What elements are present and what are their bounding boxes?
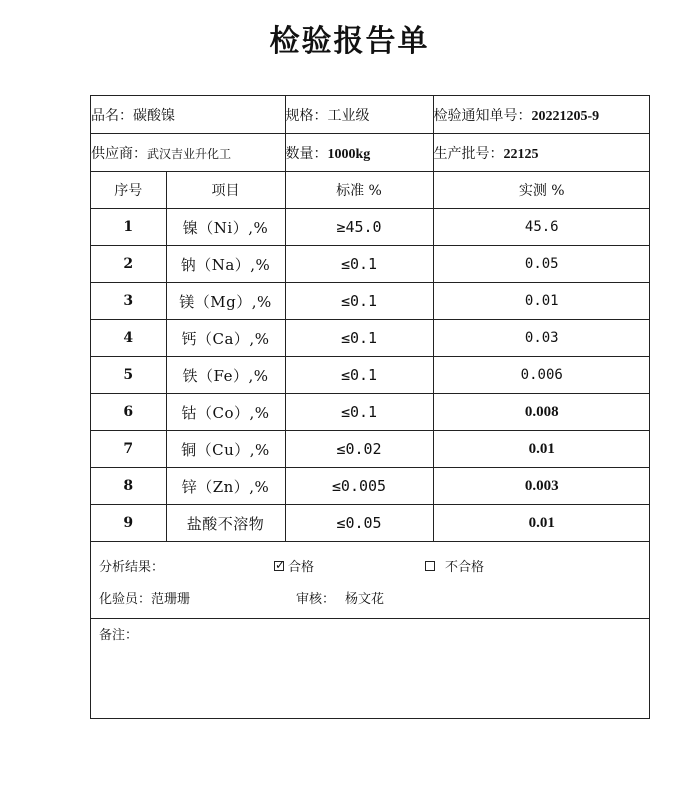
row-measured: 0.03 <box>433 320 650 357</box>
table-row <box>91 357 650 394</box>
row-no: 4 <box>91 320 166 357</box>
fail-option[interactable] <box>425 556 484 575</box>
table-row <box>91 283 650 320</box>
qty-label: 数量： <box>285 145 328 162</box>
row-standard: ≤0.1 <box>285 320 433 357</box>
analysis-result-section <box>91 544 649 619</box>
chemist-label: 化验员： <box>99 592 152 607</box>
pass-label: 合格 <box>288 560 315 575</box>
pass-option[interactable] <box>274 556 314 575</box>
spec-value: 工业级 <box>327 107 370 124</box>
batch-cell <box>433 134 650 172</box>
checkmark-icon: ✓ <box>275 557 286 572</box>
row-item: 钠（Na）,% <box>166 246 285 283</box>
row-item: 镍（Ni）,% <box>166 209 285 246</box>
batch-label: 生产批号： <box>433 145 504 162</box>
report-table <box>91 96 650 542</box>
notice-cell <box>433 96 650 134</box>
table-row <box>91 505 650 542</box>
reviewer-label: 审核： <box>296 592 336 607</box>
chemist-field <box>99 588 190 607</box>
row-measured: 45.6 <box>433 209 650 246</box>
spec-label: 规格： <box>285 107 328 124</box>
row-standard: ≤0.1 <box>285 283 433 320</box>
qty-value: 1000kg <box>327 146 371 162</box>
row-no: 1 <box>91 209 166 246</box>
row-standard: ≤0.1 <box>285 394 433 431</box>
product-label: 品名： <box>91 107 133 124</box>
spec-cell <box>285 96 433 134</box>
result-label: 分析结果： <box>99 560 165 575</box>
table-row <box>91 394 650 431</box>
row-standard: ≤0.1 <box>285 246 433 283</box>
row-measured: 0.05 <box>433 246 650 283</box>
row-no: 3 <box>91 283 166 320</box>
info-row-1 <box>91 96 650 134</box>
row-no: 5 <box>91 357 166 394</box>
table-row <box>91 209 650 246</box>
pass-checkbox[interactable] <box>274 557 286 572</box>
product-value: 碳酸镍 <box>133 107 175 124</box>
row-measured: 0.006 <box>433 357 650 394</box>
row-no: 7 <box>91 431 166 468</box>
reviewer-name: 杨文花 <box>345 592 385 607</box>
fail-label: 不合格 <box>445 560 485 575</box>
supplier-label: 供应商： <box>91 145 147 162</box>
chemist-name: 范珊珊 <box>151 592 191 607</box>
remarks-section <box>91 618 649 720</box>
remarks-label: 备注： <box>99 628 139 643</box>
table-row <box>91 468 650 505</box>
row-no: 9 <box>91 505 166 542</box>
row-item: 钴（Co）,% <box>166 394 285 431</box>
row-item: 铁（Fe）,% <box>166 357 285 394</box>
row-item: 锌（Zn）,% <box>166 468 285 505</box>
row-item: 钙（Ca）,% <box>166 320 285 357</box>
info-row-2 <box>91 134 650 172</box>
row-no: 6 <box>91 394 166 431</box>
row-standard: ≤0.1 <box>285 357 433 394</box>
row-no: 2 <box>91 246 166 283</box>
notice-value: 20221205-9 <box>531 108 600 124</box>
row-item: 铜（Cu）,% <box>166 431 285 468</box>
supplier-value: 武汉吉业升化工 <box>147 146 232 161</box>
row-measured: 0.003 <box>433 468 650 505</box>
qty-cell <box>285 134 433 172</box>
product-cell <box>91 96 285 134</box>
inspection-report <box>90 95 650 719</box>
header-measured: 实测 % <box>433 172 650 209</box>
report-title: 检验报告单 <box>269 24 430 59</box>
row-standard: ≤0.05 <box>285 505 433 542</box>
row-standard: ≤0.02 <box>285 431 433 468</box>
notice-label: 检验通知单号： <box>433 107 532 124</box>
row-measured: 0.008 <box>433 394 650 431</box>
table-row <box>91 431 650 468</box>
header-row <box>91 172 650 209</box>
row-standard: ≥45.0 <box>285 209 433 246</box>
row-measured: 0.01 <box>433 283 650 320</box>
reviewer-field <box>296 588 384 607</box>
supplier-cell <box>91 134 285 172</box>
row-item: 盐酸不溶物 <box>166 505 285 542</box>
header-no: 序号 <box>91 172 166 209</box>
table-row <box>91 320 650 357</box>
batch-value: 22125 <box>503 146 539 162</box>
fail-checkbox[interactable] <box>425 561 435 571</box>
row-measured: 0.01 <box>433 431 650 468</box>
row-no: 8 <box>91 468 166 505</box>
table-row <box>91 246 650 283</box>
header-standard: 标准 % <box>285 172 433 209</box>
row-item: 镁（Mg）,% <box>166 283 285 320</box>
header-item: 项目 <box>166 172 285 209</box>
row-measured: 0.01 <box>433 505 650 542</box>
row-standard: ≤0.005 <box>285 468 433 505</box>
